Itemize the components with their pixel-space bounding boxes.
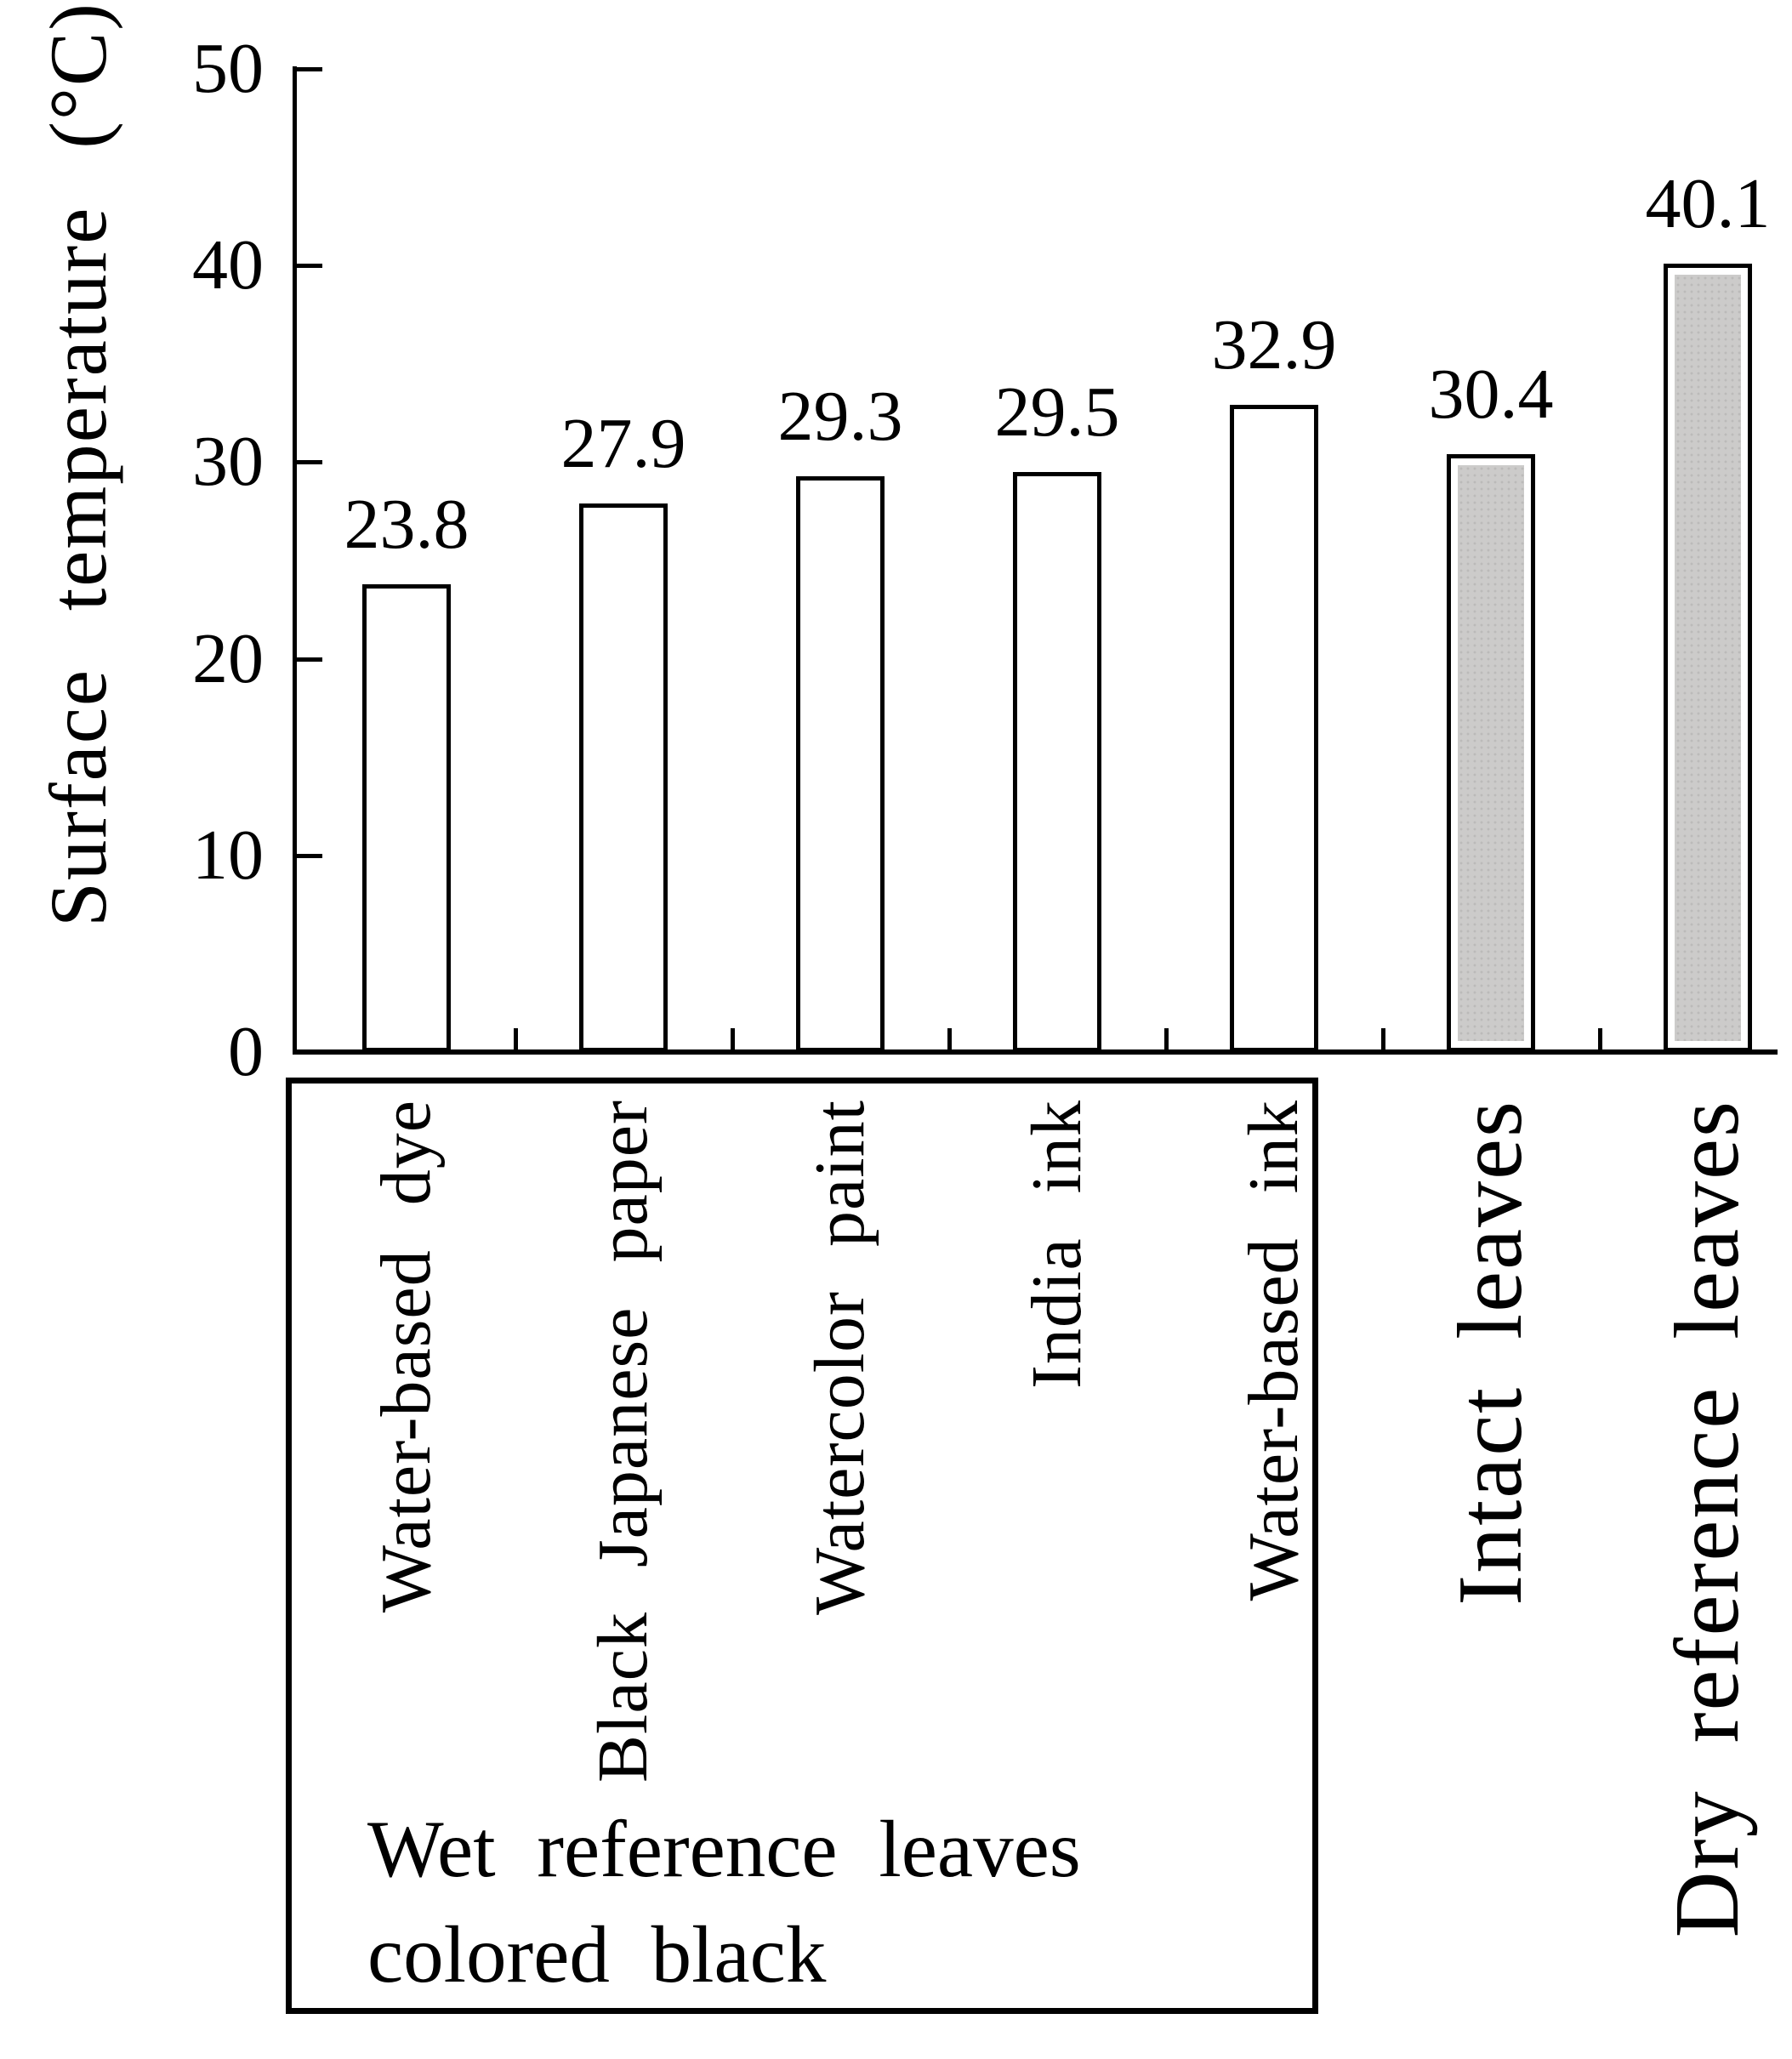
value-label-black-japanese-paper: 27.9 bbox=[560, 404, 686, 483]
bar-india-ink bbox=[1013, 472, 1101, 1052]
value-label-dry-reference-leaves: 40.1 bbox=[1645, 164, 1771, 243]
category-label-water-based-ink: Water-based ink bbox=[1234, 1100, 1313, 1601]
value-label-watercolor-paint: 29.3 bbox=[777, 377, 903, 456]
y-tick-30 bbox=[297, 460, 322, 464]
y-tick-label-50: 50 bbox=[192, 29, 264, 108]
bar-water-based-ink bbox=[1230, 405, 1318, 1052]
bar-dry-reference-leaves bbox=[1664, 264, 1752, 1052]
category-label-intact-leaves: Intact leaves bbox=[1440, 1100, 1541, 1606]
y-tick-40 bbox=[297, 264, 322, 268]
x-boundary-tick-2 bbox=[731, 1028, 735, 1052]
y-axis-title: Surface temperature (°C) bbox=[33, 2, 123, 927]
y-tick-label-0: 0 bbox=[228, 1012, 264, 1091]
wet-reference-group-label bbox=[367, 1796, 1081, 2007]
x-boundary-tick-1 bbox=[514, 1028, 518, 1052]
x-boundary-tick-4 bbox=[1164, 1028, 1169, 1052]
y-tick-label-30: 30 bbox=[192, 422, 264, 501]
x-boundary-tick-5 bbox=[1381, 1028, 1385, 1052]
x-axis-line bbox=[293, 1049, 1778, 1055]
value-label-intact-leaves: 30.4 bbox=[1428, 355, 1554, 434]
value-label-water-based-ink: 32.9 bbox=[1211, 305, 1337, 384]
bar-water-based-dye bbox=[362, 584, 451, 1052]
y-tick-label-10: 10 bbox=[192, 816, 264, 895]
y-tick-50 bbox=[297, 67, 322, 71]
bar-watercolor-paint bbox=[796, 476, 885, 1052]
bar-intact-leaves bbox=[1447, 454, 1535, 1052]
value-label-india-ink: 29.5 bbox=[994, 373, 1120, 452]
y-tick-label-40: 40 bbox=[192, 225, 264, 304]
group-label-line-1: Wet reference leaves bbox=[367, 1804, 1081, 1894]
value-label-water-based-dye: 23.8 bbox=[344, 485, 469, 564]
category-label-black-japanese-paper: Black Japanese paper bbox=[583, 1100, 663, 1783]
y-tick-20 bbox=[297, 657, 322, 662]
y-axis-line bbox=[293, 66, 297, 1055]
y-tick-label-20: 20 bbox=[192, 619, 264, 698]
y-tick-10 bbox=[297, 854, 322, 858]
category-label-water-based-dye: Water-based dye bbox=[367, 1100, 446, 1613]
category-label-watercolor-paint: Watercolor paint bbox=[800, 1100, 879, 1615]
group-label-line-2: colored black bbox=[367, 1909, 827, 1999]
x-boundary-tick-3 bbox=[947, 1028, 952, 1052]
x-boundary-tick-6 bbox=[1598, 1028, 1602, 1052]
bar-black-japanese-paper bbox=[579, 503, 668, 1052]
category-label-dry-reference-leaves: Dry reference leaves bbox=[1657, 1100, 1758, 1938]
category-label-india-ink: India ink bbox=[1017, 1100, 1096, 1389]
